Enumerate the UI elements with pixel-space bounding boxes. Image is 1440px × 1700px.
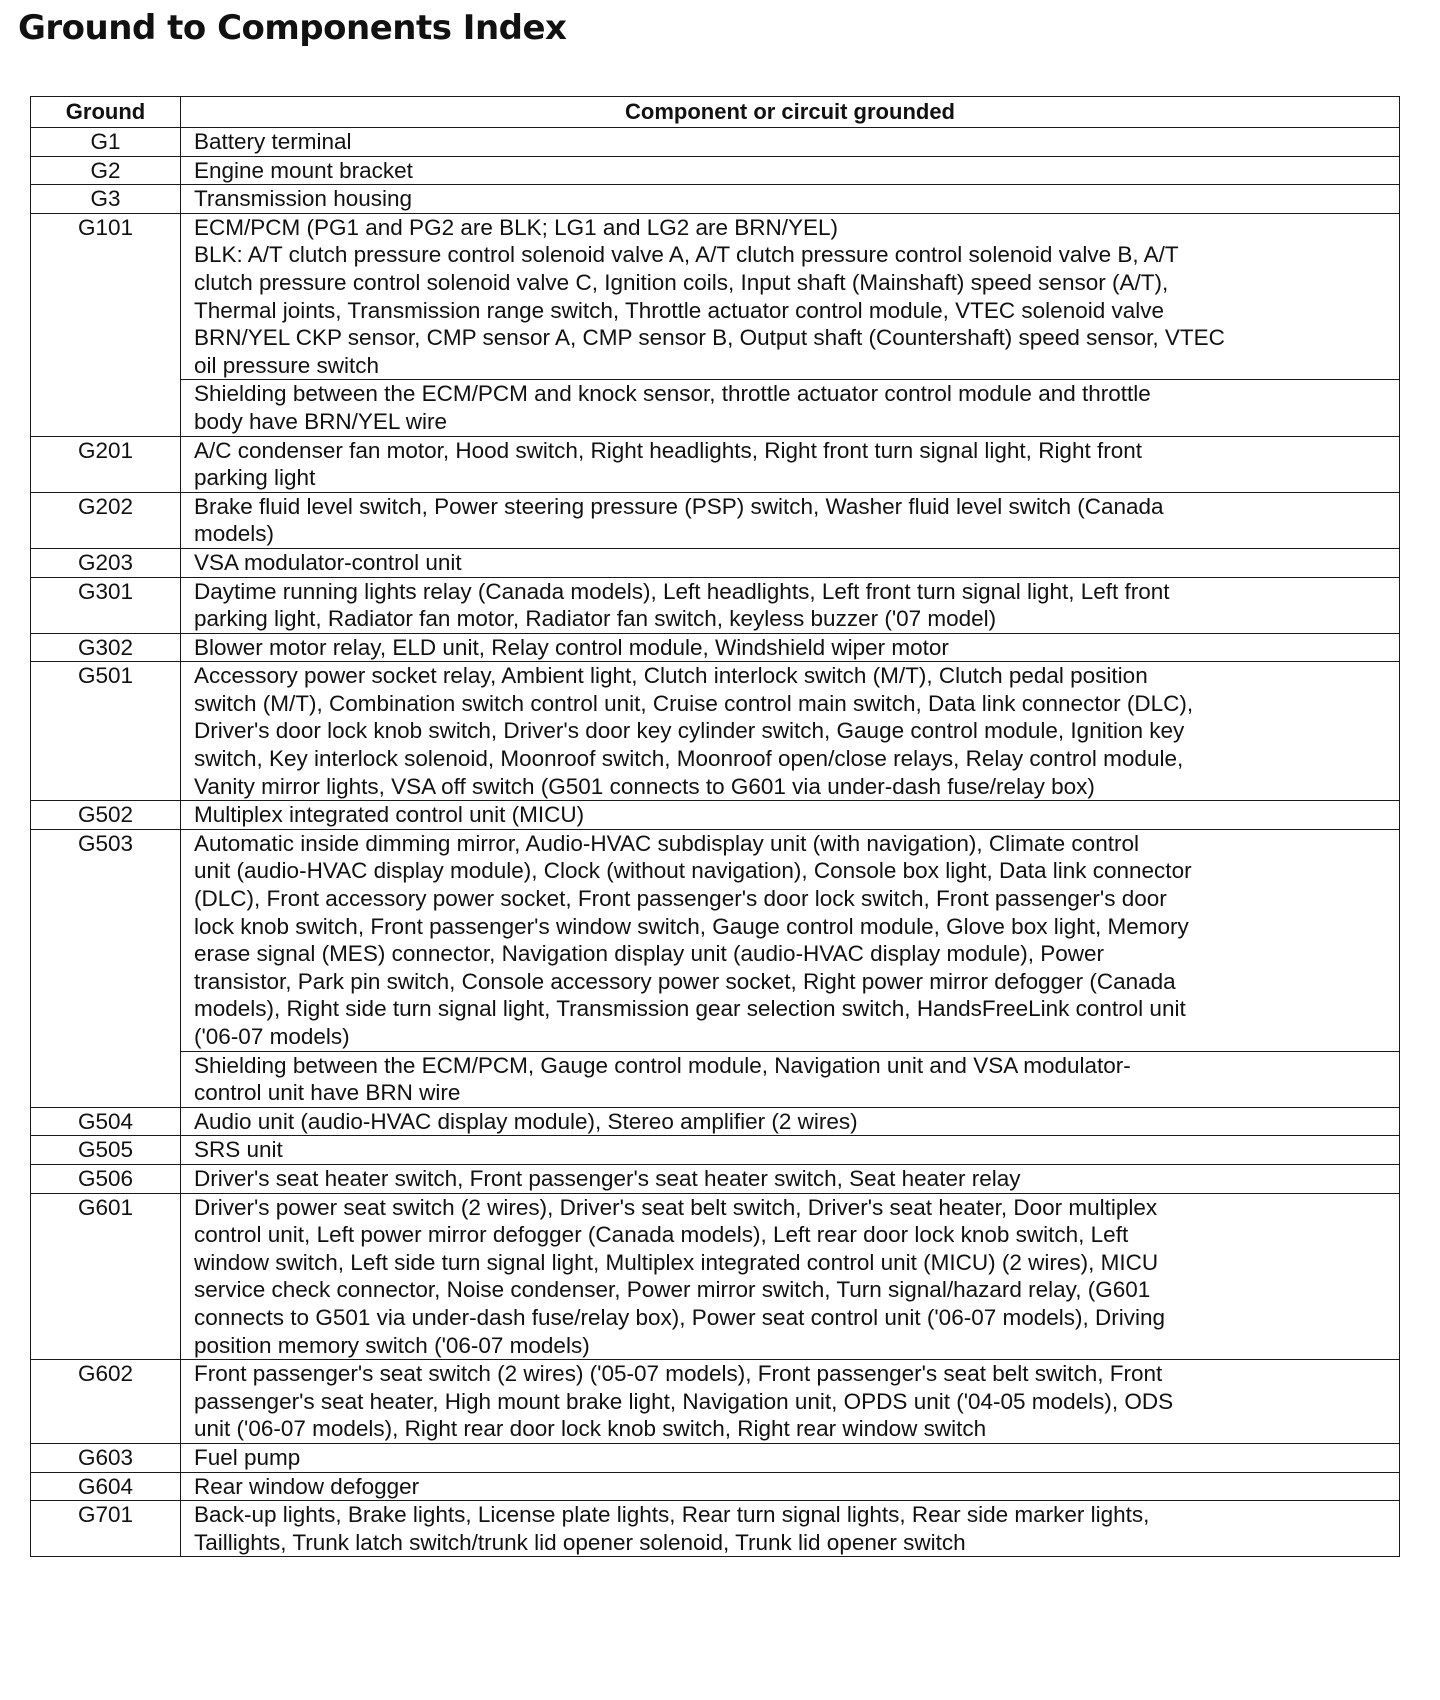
component-text-line: ('06-07 models) xyxy=(194,1024,350,1049)
component-text-line: Audio unit (audio-HVAC display module), Stereo amplifier (2 wires) xyxy=(194,1108,858,1134)
table-row xyxy=(31,1136,1400,1165)
component-text-line: oil pressure switch xyxy=(194,352,380,378)
component-text-line: position memory switch ('06-07 models) xyxy=(194,1332,590,1358)
component-text-line: Fuel pump xyxy=(194,1444,301,1470)
component-text-line: (DLC), Front accessory power socket, Front passenger's door lock switch, Front passenger's door xyxy=(194,886,1167,912)
component-text-line: Battery terminal xyxy=(194,129,352,154)
component-text-line: Blower motor relay, ELD unit, Relay control module, Windshield wiper motor xyxy=(194,634,949,660)
component-text-line: window switch, Left side turn signal light, Multiplex integrated control unit (MICU) (2 wires), MICU xyxy=(194,1249,1159,1275)
ground-id-cell: G301 xyxy=(31,577,181,633)
component-text-line: Driver's power seat switch (2 wires), Driver's seat belt switch, Driver's seat heater, Door multiplex xyxy=(194,1194,1158,1220)
component-cell xyxy=(181,1360,1400,1444)
component-text-line: Driver's seat heater switch, Front passenger's seat heater switch, Seat heater relay xyxy=(194,1165,1021,1191)
component-cell xyxy=(181,1193,1400,1360)
table-row xyxy=(31,492,1400,548)
component-text-line: Accessory power socket relay, Ambient light, Clutch interlock switch (M/T), Clutch pedal position xyxy=(194,663,1148,689)
ground-id-cell: G2 xyxy=(31,156,181,185)
component-cell xyxy=(181,1501,1400,1557)
table-header-row xyxy=(31,97,1400,128)
component-text-line: erase signal (MES) connector, Navigation display unit (audio-HVAC display module), Power xyxy=(194,941,1105,967)
component-text-line: switch, Key interlock solenoid, Moonroof switch, Moonroof open/close relays, Relay control module, xyxy=(194,746,1184,772)
component-text-line: body have BRN/YEL wire xyxy=(194,408,448,434)
table-row xyxy=(31,548,1400,577)
component-text-line: switch (M/T), Combination switch control unit, Cruise control main switch, Data link connector (DLC), xyxy=(194,690,1194,716)
component-text-line: Brake fluid level switch, Power steering pressure (PSP) switch, Washer fluid level switch (Canada xyxy=(194,493,1164,519)
component-text-line: BLK: A/T clutch pressure control solenoid valve A, A/T clutch pressure control solenoid valve B, A/T xyxy=(194,242,1179,268)
component-cell xyxy=(181,380,1400,436)
component-text-line: Automatic inside dimming mirror, Audio-HVAC subdisplay unit (with navigation), Climate control xyxy=(194,830,1139,856)
table-row xyxy=(31,380,1400,436)
table-row xyxy=(31,156,1400,185)
table-row xyxy=(31,662,1400,801)
table-row xyxy=(31,1443,1400,1472)
ground-id-cell: G701 xyxy=(31,1501,181,1557)
table-row xyxy=(31,577,1400,633)
table-row xyxy=(31,1164,1400,1193)
component-text-line: connects to G501 via under-dash fuse/relay box), Power seat control unit ('06-07 models), Driving xyxy=(194,1304,1166,1330)
page-title: Ground to Components Index xyxy=(18,8,567,48)
table-row xyxy=(31,1360,1400,1444)
ground-index-table xyxy=(30,96,1400,1557)
component-cell xyxy=(181,1107,1400,1136)
table-body xyxy=(31,128,1400,1557)
component-cell xyxy=(181,662,1400,801)
ground-id-cell: G506 xyxy=(31,1164,181,1193)
component-cell xyxy=(181,1443,1400,1472)
component-cell xyxy=(181,829,1400,1051)
component-text-line: control unit have BRN wire xyxy=(194,1080,461,1106)
component-text-line: Thermal joints, Transmission range switch, Throttle actuator control module, VTEC solenoid valve xyxy=(194,297,1165,323)
component-cell xyxy=(181,185,1400,214)
component-text-line: transistor, Park pin switch, Console accessory power socket, Right power mirror defogger (Canada xyxy=(194,968,1176,994)
component-text-line: Taillights, Trunk latch switch/trunk lid opener solenoid, Trunk lid opener switch xyxy=(194,1529,966,1555)
ground-id-cell: G203 xyxy=(31,548,181,577)
table-row xyxy=(31,1193,1400,1360)
ground-id-cell: G603 xyxy=(31,1443,181,1472)
component-text-line: ECM/PCM (PG1 and PG2 are BLK; LG1 and LG2 are BRN/YEL) xyxy=(194,214,839,240)
component-text-line: passenger's seat heater, High mount brake light, Navigation unit, OPDS unit ('04-05 models), ODS xyxy=(194,1388,1174,1414)
component-text-line: Shielding between the ECM/PCM and knock sensor, throttle actuator control module and throttle xyxy=(194,381,1151,407)
component-text-line: models) xyxy=(194,521,275,547)
component-text-line: clutch pressure control solenoid valve C, Ignition coils, Input shaft (Mainshaft) speed sensor (A/T), xyxy=(194,269,1169,295)
component-cell xyxy=(181,492,1400,548)
table-row xyxy=(31,213,1400,380)
component-cell xyxy=(181,801,1400,830)
component-text-line: unit ('06-07 models), Right rear door lock knob switch, Right rear window switch xyxy=(194,1416,987,1442)
table-row xyxy=(31,436,1400,492)
component-text-line: Daytime running lights relay (Canada models), Left headlights, Left front turn signal light, Left front xyxy=(194,578,1170,604)
table-row xyxy=(31,633,1400,662)
ground-id-cell: G604 xyxy=(31,1472,181,1501)
component-cell xyxy=(181,1051,1400,1107)
ground-id-cell: G3 xyxy=(31,185,181,214)
ground-id-cell: G602 xyxy=(31,1360,181,1444)
table-row xyxy=(31,1051,1400,1107)
ground-id-cell: G202 xyxy=(31,492,181,548)
component-text-line: models), Right side turn signal light, Transmission gear selection switch, HandsFreeLink control unit xyxy=(194,996,1186,1022)
component-text-line: lock knob switch, Front passenger's window switch, Gauge control module, Glove box light, Memory xyxy=(194,913,1189,939)
table-row xyxy=(31,185,1400,214)
component-text-line: Back-up lights, Brake lights, License plate lights, Rear turn signal lights, Rear side marker lights, xyxy=(194,1502,1150,1528)
component-cell xyxy=(181,1164,1400,1193)
table-row xyxy=(31,801,1400,830)
table-row xyxy=(31,829,1400,1051)
ground-id-cell: G504 xyxy=(31,1107,181,1136)
ground-id-cell: G502 xyxy=(31,801,181,830)
component-text-line: parking light xyxy=(194,465,316,491)
ground-id-cell: G501 xyxy=(31,662,181,801)
component-cell xyxy=(181,128,1400,157)
component-text-line: BRN/YEL CKP sensor, CMP sensor A, CMP sensor B, Output shaft (Countershaft) speed sensor, VTEC xyxy=(194,325,1225,351)
header-component: Component or circuit grounded xyxy=(181,97,1400,128)
component-text-line: control unit, Left power mirror defogger (Canada models), Left rear door lock knob switch, Left xyxy=(194,1222,1129,1248)
table-row xyxy=(31,128,1400,157)
ground-id-cell: G503 xyxy=(31,829,181,1107)
component-cell xyxy=(181,577,1400,633)
component-text-line: Transmission housing xyxy=(194,186,413,212)
component-text-line: parking light, Radiator fan motor, Radiator fan switch, keyless buzzer ('07 model) xyxy=(194,606,997,632)
ground-id-cell: G1 xyxy=(31,128,181,157)
component-text-line: Vanity mirror lights, VSA off switch (G501 connects to G601 via under-dash fuse/relay box) xyxy=(194,773,1095,799)
component-text-line: Engine mount bracket xyxy=(194,157,413,183)
component-text-line: unit (audio-HVAC display module), Clock (without navigation), Console box light, Data link connector xyxy=(194,858,1192,884)
component-text-line: A/C condenser fan motor, Hood switch, Right headlights, Right front turn signal light, Right front xyxy=(194,437,1142,463)
component-cell xyxy=(181,156,1400,185)
component-cell xyxy=(181,548,1400,577)
ground-id-cell: G101 xyxy=(31,213,181,436)
ground-id-cell: G201 xyxy=(31,436,181,492)
component-text-line: VSA modulator-control unit xyxy=(194,549,462,575)
component-cell xyxy=(181,213,1400,380)
table-row xyxy=(31,1472,1400,1501)
component-cell xyxy=(181,633,1400,662)
component-text-line: SRS unit xyxy=(194,1137,283,1163)
ground-id-cell: G302 xyxy=(31,633,181,662)
component-text-line: Multiplex integrated control unit (MICU) xyxy=(194,802,585,828)
component-cell xyxy=(181,1472,1400,1501)
component-text-line: service check connector, Noise condenser, Power mirror switch, Turn signal/hazard relay, (G601 xyxy=(194,1277,1151,1303)
ground-id-cell: G601 xyxy=(31,1193,181,1360)
component-cell xyxy=(181,1136,1400,1165)
table-row xyxy=(31,1501,1400,1557)
component-cell xyxy=(181,436,1400,492)
component-text-line: Front passenger's seat switch (2 wires) ('05-07 models), Front passenger's seat belt switch, Front xyxy=(194,1361,1163,1387)
component-text-line: Driver's door lock knob switch, Driver's door key cylinder switch, Gauge control module, Ignition key xyxy=(194,718,1185,744)
component-text-line: Rear window defogger xyxy=(194,1473,420,1499)
ground-id-cell: G505 xyxy=(31,1136,181,1165)
component-text-line: Shielding between the ECM/PCM, Gauge control module, Navigation unit and VSA modulator- xyxy=(194,1052,1131,1078)
table-row xyxy=(31,1107,1400,1136)
header-ground: Ground xyxy=(31,97,181,128)
